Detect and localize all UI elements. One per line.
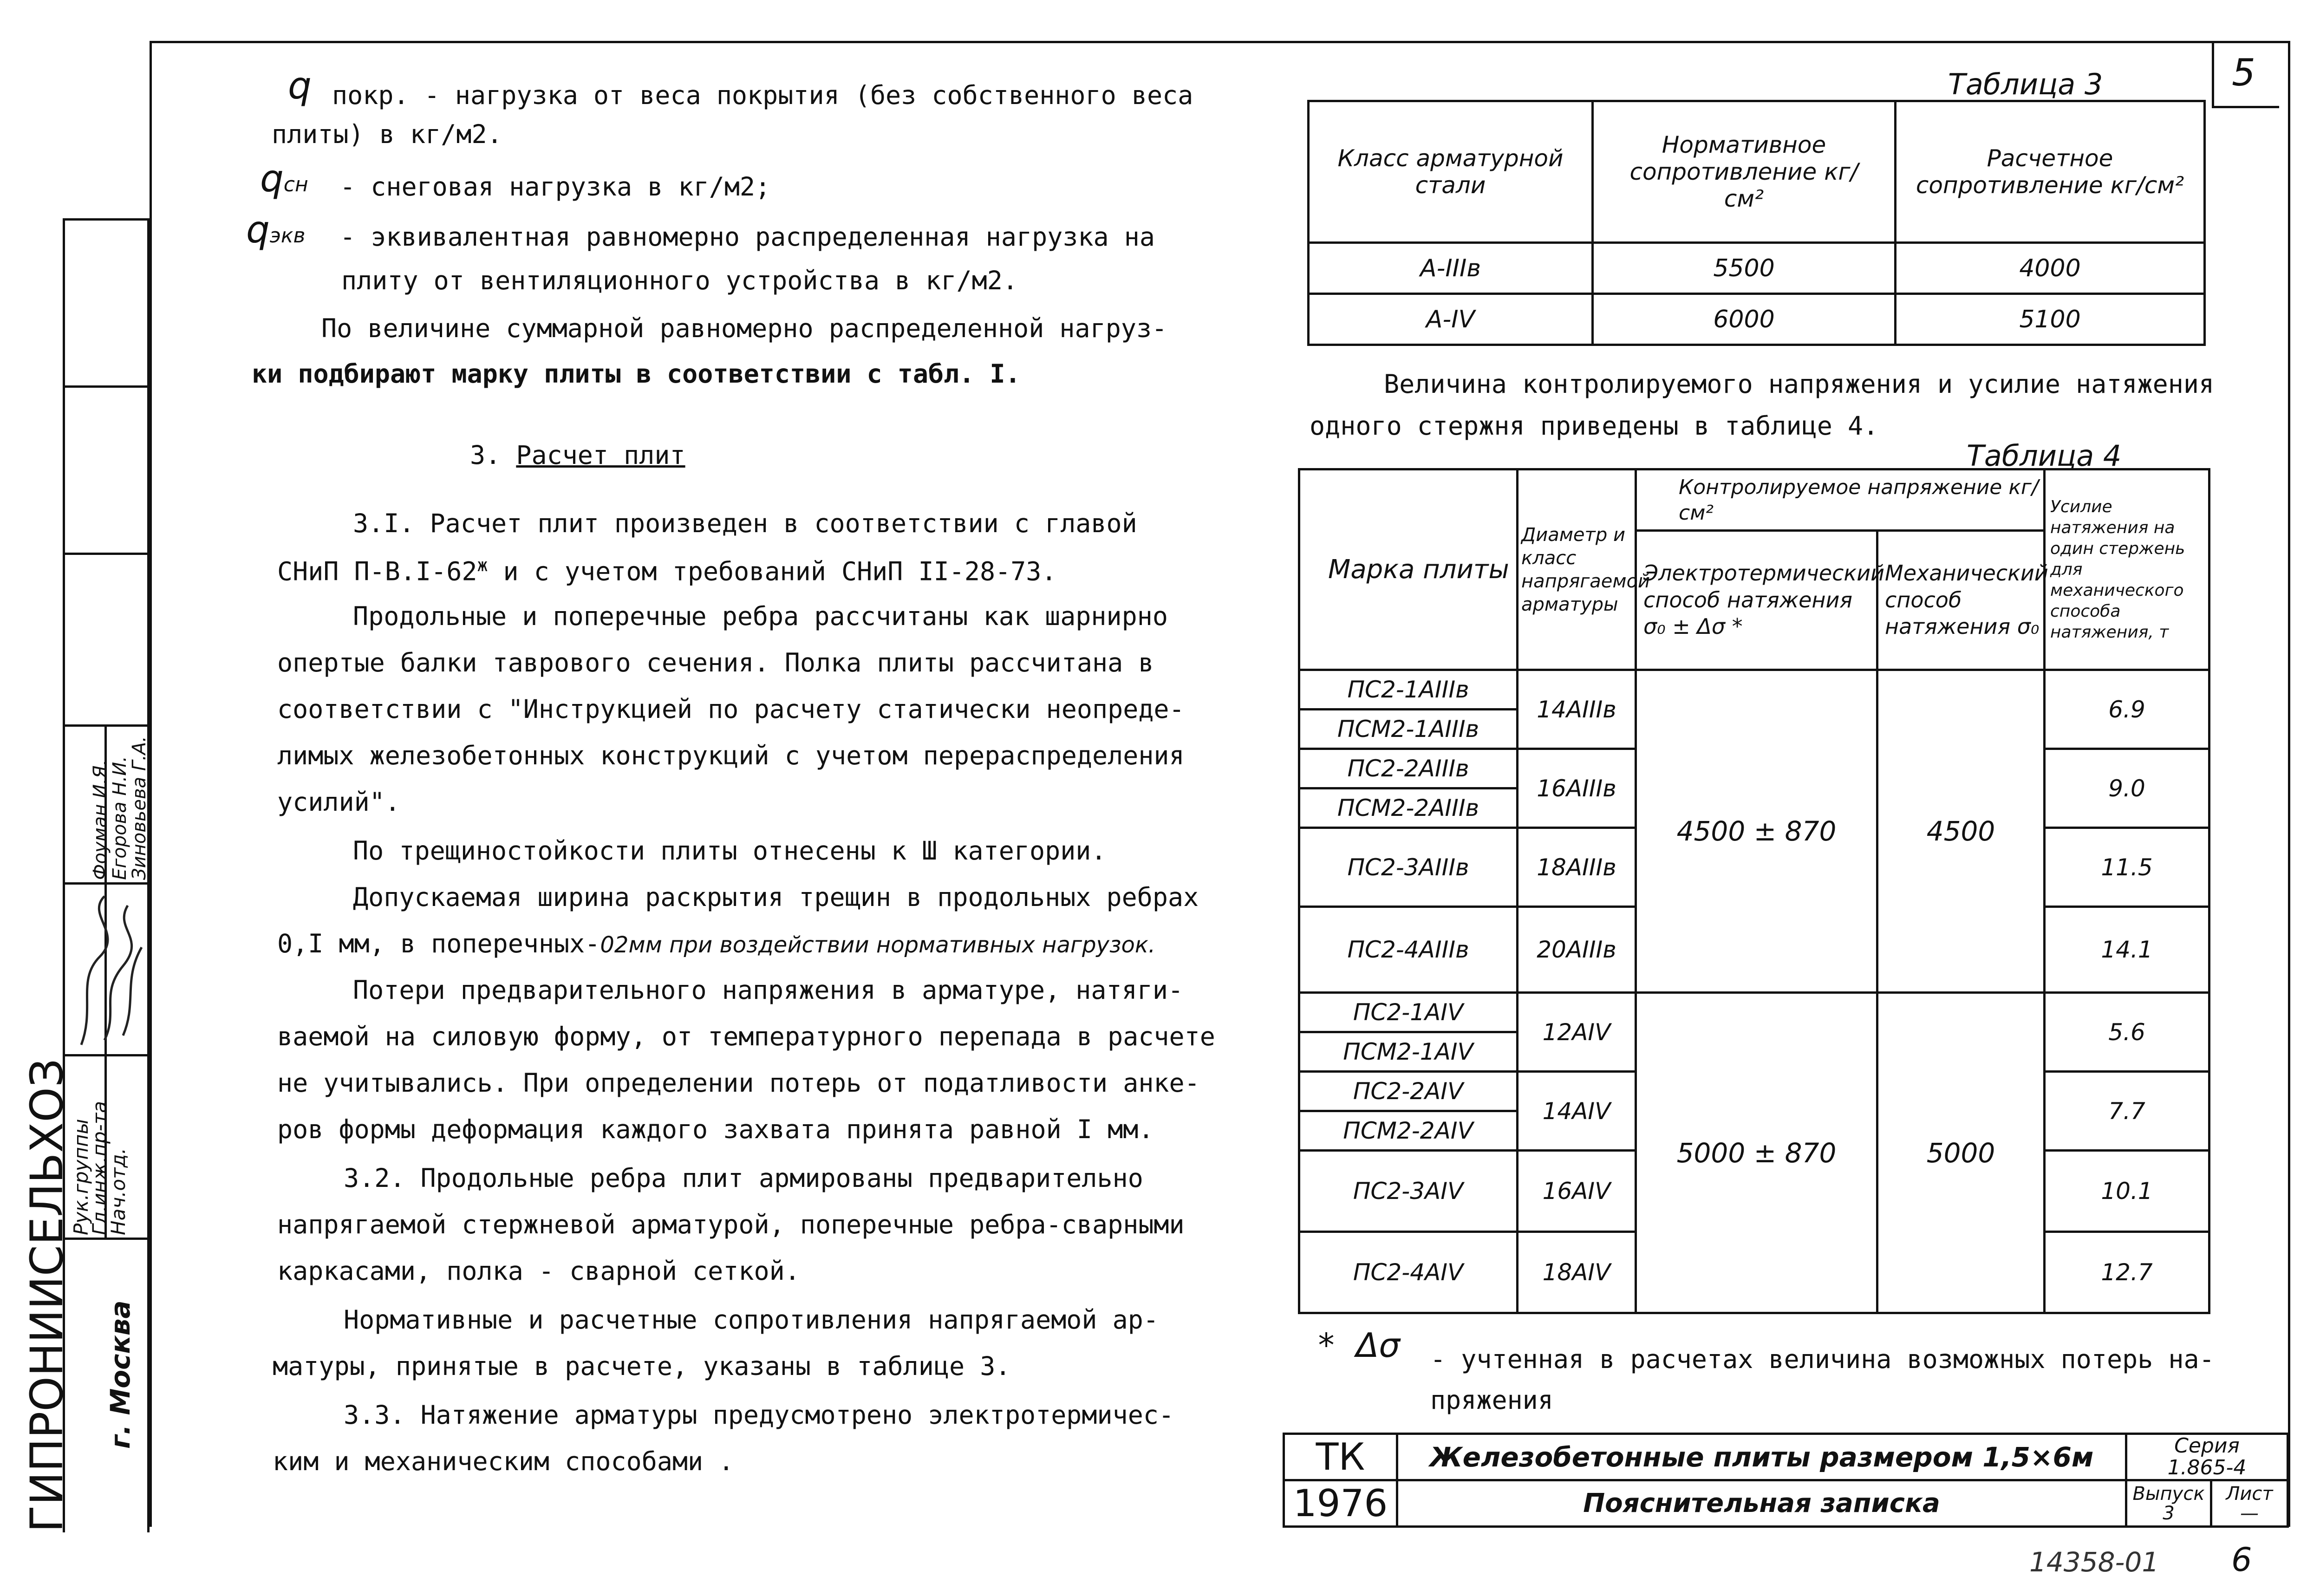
title-block [1283, 1433, 2289, 1528]
table4-mark: ПСМ2-1АIIIв [1299, 710, 1518, 749]
stamp-title: Железобетонные плиты размером 1,5×6м [1397, 1434, 2126, 1480]
table4-mark: ПС2-1АIIIв [1299, 670, 1518, 710]
text-line: Потери предварительного напряжения в арматуре, натяги- [353, 975, 1184, 1005]
table4-mark: ПС2-4АIV [1299, 1232, 1518, 1313]
text-line: 3.2. Продольные ребра плит армированы предварительно [344, 1163, 1143, 1193]
text-line: каркасами, полка - сварной сеткой. [277, 1256, 800, 1286]
table4-header-force: Усилие натяжения на один стержень для механического способа натяжения, т [2045, 469, 2209, 670]
sidebar-org: ГИПРОНИИСЕЛЬХОЗ [21, 1058, 73, 1532]
text-line: СНиП $П-В.I-62^ж$ и с учетом требований СНиП II-28-73. [277, 555, 1057, 586]
text-line: 3.3. Натяжение арматуры предусмотрено электротермичес- [344, 1400, 1174, 1430]
text-line: одного стержня приведены в таблице 4. [1310, 411, 1879, 441]
text-line: По трещиностойкости плиты отнесены к Ш категории. [353, 836, 1107, 866]
sidebar-role: Гл.инж.пр-та [88, 1101, 111, 1235]
table4-electro-value: 4500 ± 870 [1636, 670, 1877, 993]
text-line: ров формы деформация каждого захвата принята равной I мм. [277, 1114, 1154, 1144]
text-line: плиты) в кг/м2. [272, 119, 502, 149]
page-number: 5 [2232, 51, 2255, 94]
footnote-star: * [1316, 1326, 1336, 1364]
table4-force: 6.9 [2045, 670, 2209, 749]
text-line: опертые балки таврового сечения. Полка плиты рассчитана в [277, 648, 1154, 677]
table4-force: 5.6 [2045, 993, 2209, 1072]
symbol-q-sn: qсн [260, 157, 308, 200]
symbol-q-pokr: q [288, 64, 312, 107]
text-line: 0,I мм, в поперечных-02мм при воздействии нормативных нагрузок. [277, 929, 1156, 958]
text-line: соответствии с "Инструкцией по расчету статически неопреде- [277, 694, 1185, 724]
table4-mark: ПСМ2-2АIIIв [1299, 788, 1518, 828]
table3-header-design: Расчетное сопротивление кг/см² [1896, 101, 2205, 243]
text-line: не учитывались. При определении потерь от податливости анке- [277, 1068, 1200, 1098]
table4-mark: ПСМ2-1АIV [1299, 1032, 1518, 1072]
table3-header-normative: Нормативное сопротивление кг/см² [1593, 101, 1896, 243]
text-line: Допускаемая ширина раскрытия трещин в продольных ребрах [353, 882, 1199, 912]
table4-mark: ПСМ2-2АIV [1299, 1111, 1518, 1151]
stamp-issue: Выпуск 3 [2126, 1480, 2211, 1527]
table4-force: 14.1 [2045, 907, 2209, 993]
text-line: Нормативные и расчетные сопротивления напрягаемой ар- [344, 1305, 1159, 1335]
table4-mark: ПС2-1АIV [1299, 993, 1518, 1032]
table3-caption: Таблица 3 [1948, 67, 2103, 101]
footnote-delta: Δσ [1356, 1326, 1400, 1365]
table4-header-mark: Марка плиты [1299, 469, 1518, 670]
table4-mark: ПС2-2АIIIв [1299, 749, 1518, 788]
text-line: лимых железобетонных конструкций с учетом перераспределения [277, 741, 1185, 770]
table4-diameter: 18АIV [1518, 1232, 1636, 1313]
side-stamp [21, 218, 150, 1532]
text-line: По величине суммарной равномерно распределенной нагруз- [321, 313, 1167, 343]
text-line: матуры, принятые в расчете, указаны в таблице 3. [273, 1351, 1011, 1381]
table4-mech-value: 5000 [1877, 993, 2045, 1313]
table4-force: 11.5 [2045, 828, 2209, 907]
text-line: плиту от вентиляционного устройства в кг/м2. [341, 266, 1018, 295]
text-line: - эквивалентная равномерно распределенная нагрузка на [340, 222, 1155, 252]
table3-header-class: Класс арматурной стали [1309, 101, 1593, 243]
footnote-line: - учтенная в расчетах величина возможных потерь на- [1430, 1344, 2215, 1374]
stamp-subtitle: Пояснительная записка [1397, 1480, 2126, 1527]
bottom-page-number: 6 [2231, 1541, 2252, 1579]
table4-diameter: 16АIIIв [1518, 749, 1636, 828]
text-line: покр. - нагрузка от веса покрытия (без собственного веса [332, 80, 1193, 110]
table4-header-control: Контролируемое напряжение кг/см² [1636, 469, 2045, 531]
table3-cell: 6000 [1593, 294, 1896, 345]
table4-mech-value: 4500 [1877, 670, 2045, 993]
table4-electro-value: 5000 ± 870 [1636, 993, 1877, 1313]
footnote-line: пряжения [1430, 1385, 1553, 1415]
table4-header-diameter: Диаметр и класс напрягаемой арматуры [1518, 469, 1636, 670]
sidebar-role: Нач.отд. [107, 1147, 130, 1235]
page-number-box [2212, 41, 2279, 108]
table4-diameter: 20АIIIв [1518, 907, 1636, 993]
text-line: Величина контролируемого напряжения и усилие натяжения [1384, 369, 2215, 399]
text-line: - снеговая нагрузка в кг/м2; [340, 172, 771, 202]
sidebar-name: Егорова Н.И. [109, 756, 130, 880]
text-line: напрягаемой стержневой арматурой, поперечные ребра-сварными [277, 1210, 1185, 1239]
table4-diameter: 14АIIIв [1518, 670, 1636, 749]
table3 [1307, 100, 2206, 346]
sidebar-name: Фоуман И.Я. [90, 759, 111, 880]
table3-cell: 5500 [1593, 243, 1896, 294]
symbol-q-ekv: qэкв [246, 208, 306, 251]
table4-diameter: 18АIIIв [1518, 828, 1636, 907]
table4-force: 7.7 [2045, 1072, 2209, 1151]
table3-cell: A-IIIв [1309, 243, 1593, 294]
table4-mark: ПС2-3АIIIв [1299, 828, 1518, 907]
signature-scribble [67, 887, 146, 1049]
table4-force: 12.7 [2045, 1232, 2209, 1313]
sidebar-city: г. Москва [104, 1300, 136, 1449]
table4-force: 10.1 [2045, 1151, 2209, 1232]
table4-caption: Таблица 4 [1967, 439, 2122, 473]
text-line: ваемой на силовую форму, от температурного перепада в расчете [277, 1022, 1215, 1051]
text-line: усилий". [277, 787, 400, 817]
text-line: ки подбирают марку плиты в соответствии с табл. I. [252, 359, 1021, 389]
sidebar-name: Зиновьева Г.А. [129, 736, 150, 880]
table4-header-mech: Механический способ натяжения σ₀ [1877, 531, 2045, 670]
text-line: 3.I. Расчет плит произведен в соответствии с главой [353, 508, 1137, 538]
table4-diameter: 12АIV [1518, 993, 1636, 1072]
table4-mark: ПС2-4АIIIв [1299, 907, 1518, 993]
table4-mark: ПС2-2АIV [1299, 1072, 1518, 1111]
archive-number: 14358-01 [2029, 1546, 2159, 1578]
table4-header-electro: Электротермический способ натяжения σ₀ ± Δσ * [1636, 531, 1877, 670]
stamp-series: Серия 1.865-4 [2126, 1434, 2288, 1480]
table4-diameter: 14АIV [1518, 1072, 1636, 1151]
text-line: Продольные и поперечные ребра рассчитаны как шарнирно [353, 601, 1168, 631]
stamp-sheet: Лист — [2211, 1480, 2288, 1527]
stamp-year: 1976 [1284, 1480, 1397, 1527]
section-heading: 3. Расчет плит [470, 440, 685, 470]
table4 [1298, 468, 2210, 1314]
table4-diameter: 16АIV [1518, 1151, 1636, 1232]
table4-mark: ПС2-3АIV [1299, 1151, 1518, 1232]
table4-force: 9.0 [2045, 749, 2209, 828]
table3-cell: 4000 [1896, 243, 2205, 294]
text-line: ким и механическим способами . [273, 1446, 734, 1476]
table3-cell: A-IV [1309, 294, 1593, 345]
stamp-tk: ТК [1284, 1434, 1397, 1480]
table3-cell: 5100 [1896, 294, 2205, 345]
sidebar-role: Рук.группы [70, 1119, 92, 1235]
